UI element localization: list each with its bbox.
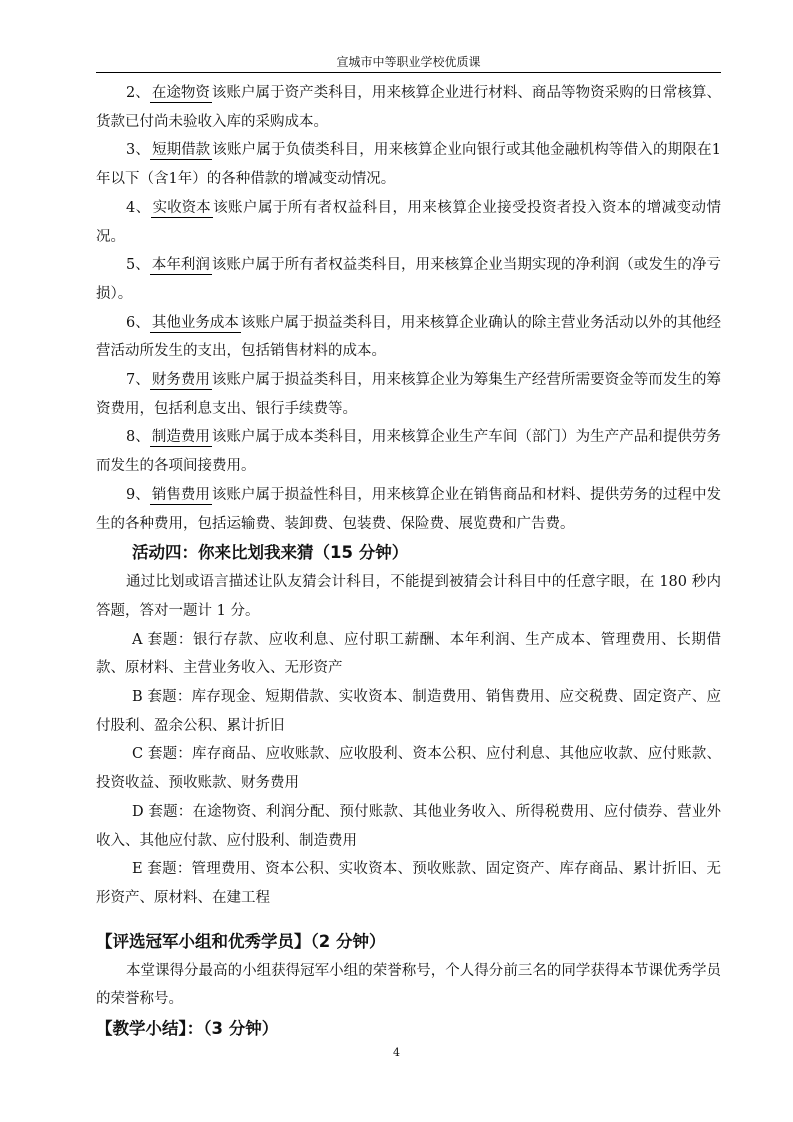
account-description: 该账户属于成本类科目，用来核算企业生产车间（部门）为生产产品和提供劳务而发生的各项间接费用。 — [96, 429, 721, 475]
item-number: 8、 — [126, 429, 150, 446]
summary-heading: 【教学小结】：（3 分钟） — [96, 1019, 279, 1039]
account-item — [96, 366, 721, 423]
account-description: 该账户属于损益类科目，用来核算企业确认的除主营业务活动以外的其他经营活动所发生的支出，包括销售材料的成本。 — [96, 314, 721, 360]
set-items: 在途物资、利润分配、预付账款、其他业务收入、所得税费用、应付债券、营业外收入、其他应付款、应付股利、制造费用 — [96, 803, 722, 849]
header-rule — [96, 72, 721, 73]
account-name: 销售费用 — [151, 486, 210, 503]
account-description: 该账户属于损益类科目，用来核算企业为筹集生产经营所需要资金等而发生的筹资费用，包括利息支出、银行手续费等。 — [96, 372, 721, 417]
account-name: 在途物资 — [151, 85, 210, 101]
question-set-list — [96, 626, 721, 913]
account-description: 该账户属于损益性科目，用来核算企业在销售商品和材料、提供劳务的过程中发生的各种费用，包括运输费、装卸费、包装费、保险费、展览费和广告费。 — [96, 486, 721, 532]
set-label: B 套题： — [132, 689, 192, 706]
item-number: 5、 — [126, 257, 150, 274]
item-number: 4、 — [126, 199, 151, 216]
account-item — [96, 194, 721, 251]
item-number: 7、 — [126, 372, 150, 389]
question-set — [96, 683, 721, 740]
account-list — [96, 79, 721, 538]
item-number: 9、 — [126, 486, 150, 503]
activity-heading: 活动四：你来比划我来猜（15 分钟） — [132, 543, 409, 563]
account-item — [96, 481, 721, 538]
set-label: D 套题： — [132, 803, 193, 820]
account-description: 该账户属于负债类科目，用来核算企业向银行或其他金融机构等借入的期限在1年以下（含1年）的各种借款的增减变动情况。 — [96, 142, 721, 188]
activity-intro: 通过比划或语言描述让队友猜会计科目，不能提到被猜会计科目中的任意字眼，在 180 秒内答题，答对一题计 1 分。 — [96, 574, 721, 619]
account-description: 该账户属于所有者权益科目，用来核算企业接受投资者投入资本的增减变动情况。 — [96, 199, 721, 245]
account-name: 财务费用 — [151, 372, 210, 389]
account-description: 该账户属于所有者权益类科目，用来核算企业当期实现的净利润（或发生的净亏损）。 — [96, 257, 721, 302]
award-heading: 【评选冠军小组和优秀学员】（2 分钟） — [96, 931, 386, 951]
account-name: 实收资本 — [152, 199, 211, 216]
question-set — [96, 626, 721, 683]
question-set — [96, 740, 721, 797]
account-description: 该账户属于资产类科目，用来核算企业进行材料、商品等物资采购的日常核算、货款已付尚未验收入库的采购成本。 — [96, 85, 721, 130]
question-set — [96, 798, 721, 855]
page-number: 4 — [393, 1046, 400, 1059]
account-item — [96, 251, 721, 308]
set-items: 库存现金、短期借款、实收资本、制造费用、销售费用、应交税费、固定资产、应付股利、盈余公积、累计折旧 — [96, 689, 721, 734]
set-items: 银行存款、应收利息、应付职工薪酬、本年利润、生产成本、管理费用、长期借款、原材料、主营业务收入、无形资产 — [96, 631, 721, 677]
set-items: 管理费用、资本公积、实收资本、预收账款、固定资产、库存商品、累计折旧、无形资产、原材料、在建工程 — [96, 861, 721, 906]
section-spacer — [96, 913, 721, 927]
set-label: A 套题： — [132, 631, 193, 648]
account-name: 短期借款 — [152, 142, 211, 159]
account-name: 制造费用 — [151, 429, 210, 446]
item-number: 6、 — [126, 314, 150, 331]
account-item — [96, 309, 721, 366]
question-set — [96, 855, 721, 912]
item-number: 3、 — [126, 142, 151, 159]
running-header: 宣城市中等职业学校优质课 — [336, 55, 481, 69]
item-number: 2、 — [126, 85, 150, 101]
account-name: 其他业务成本 — [151, 314, 239, 331]
account-item — [96, 136, 721, 193]
set-items: 库存商品、应收账款、应收股利、资本公积、应付利息、其他应收款、应付账款、投资收益、预收账款、财务费用 — [96, 746, 721, 792]
page-content — [96, 79, 721, 1044]
award-text: 本堂课得分最高的小组获得冠军小组的荣誉称号，个人得分前三名的同学获得本节课优秀学员的荣誉称号。 — [96, 962, 721, 1008]
account-item — [96, 423, 721, 480]
account-item — [96, 79, 721, 136]
set-label: E 套题： — [132, 861, 192, 878]
account-name: 本年利润 — [151, 257, 210, 274]
set-label: C 套题： — [132, 746, 193, 763]
